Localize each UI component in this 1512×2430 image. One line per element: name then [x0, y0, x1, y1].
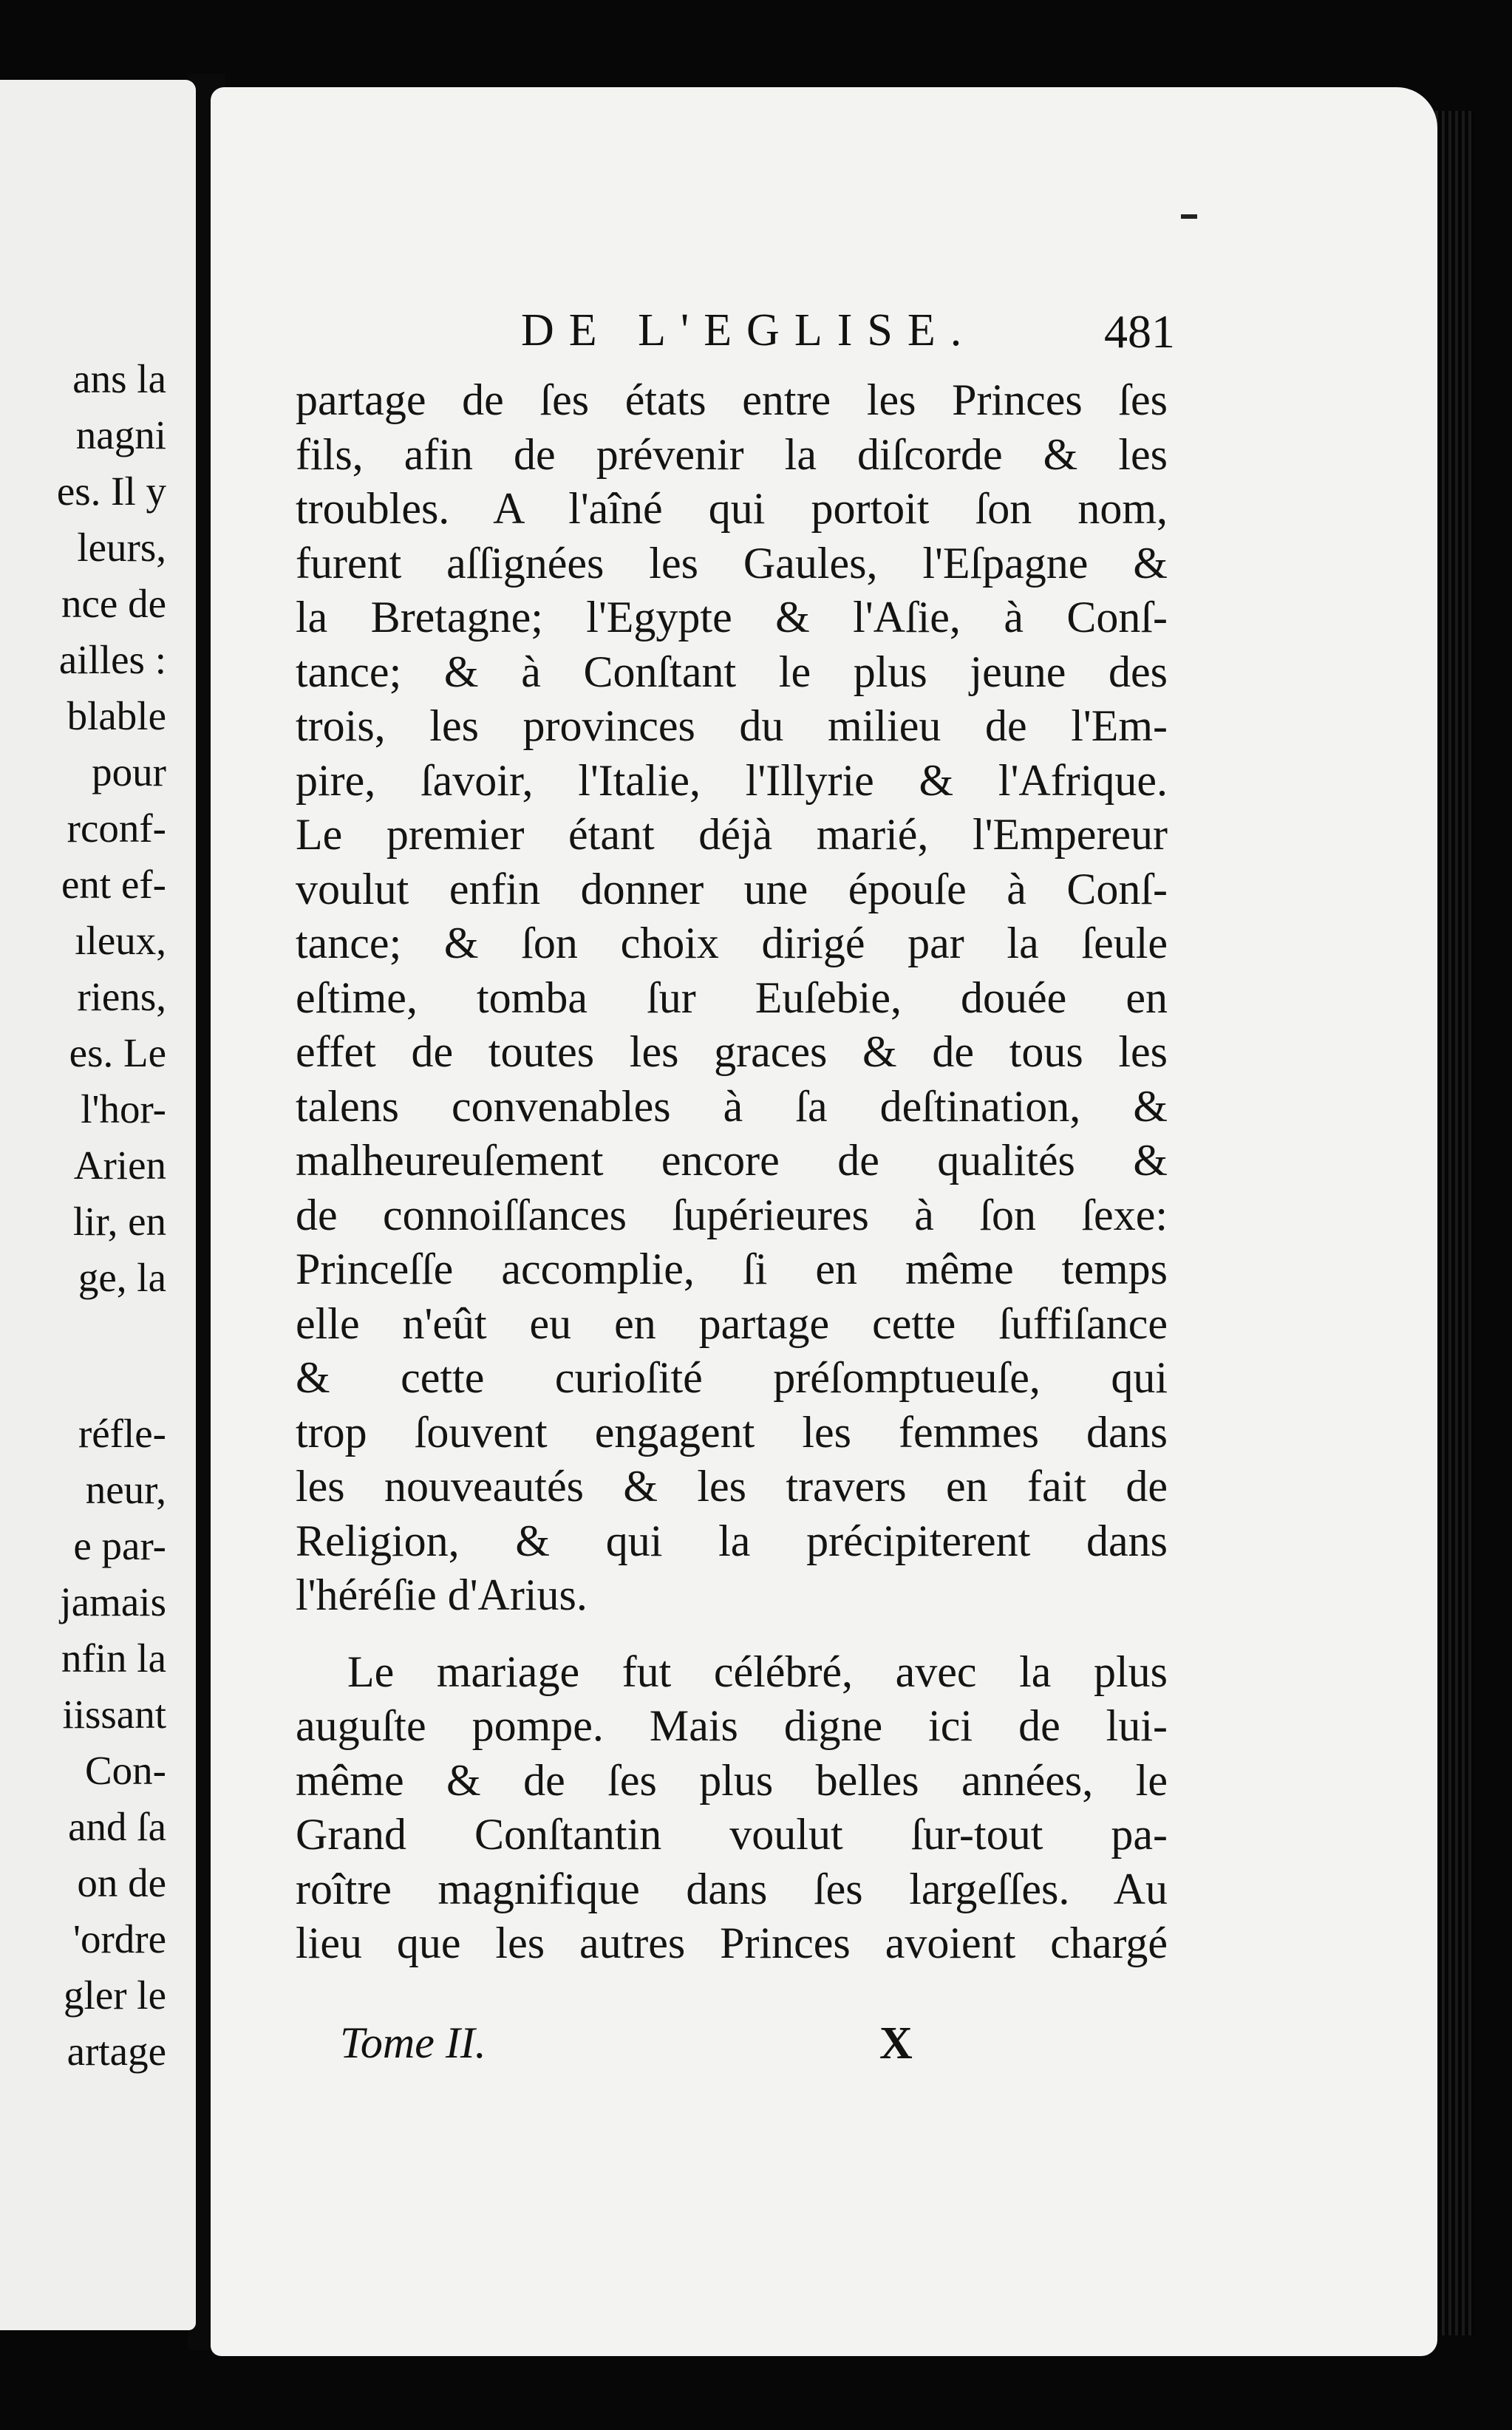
left-page-line: réfle-	[78, 1411, 166, 1456]
left-page-line: Arien	[73, 1143, 166, 1188]
paragraph	[296, 373, 1168, 1623]
left-page-line: 'ordre	[73, 1916, 166, 1961]
text-line: talens convenables à ſa deſtination, &	[296, 1081, 1168, 1131]
left-page-line: nce de	[61, 581, 166, 626]
left-page-line: ans la	[72, 356, 166, 401]
text-line: tance; & ſon choix dirigé par la ſeule	[296, 919, 1168, 967]
signature-mark: X	[879, 2018, 913, 2069]
left-page-line: es. Le	[69, 1030, 166, 1075]
text-line: fils, afin de prévenir la diſcorde & les	[296, 429, 1168, 479]
text-line: Religion, & qui la précipiterent dans	[296, 1516, 1168, 1565]
text-line: effet de toutes les graces & de tous les	[296, 1027, 1168, 1076]
text-line: la Bretagne; l'Egypte & l'Aſie, à Conſ-	[296, 593, 1168, 641]
left-page-line: l'hor-	[81, 1086, 166, 1131]
text-line: furent aſſignées les Gaules, l'Eſpagne &	[296, 538, 1168, 588]
left-page-line: gler le	[64, 1973, 166, 2018]
left-page-line: artage	[67, 2029, 166, 2074]
left-page-line: on de	[77, 1860, 166, 1905]
text-line: de connoiſſances ſupérieures à ſon ſexe:	[296, 1190, 1168, 1239]
left-page-line: and ſa	[68, 1804, 166, 1849]
left-page-line: blable	[67, 693, 166, 738]
left-page-line: ent ef-	[61, 862, 166, 907]
text-line: Le mariage fut célébré, avec la plus	[347, 1647, 1168, 1696]
text-line: Grand Conſtantin voulut ſur-tout pa-	[296, 1810, 1168, 1859]
left-page-line: neur,	[85, 1467, 166, 1512]
text-line: les nouveautés & les travers en fait de	[296, 1462, 1168, 1511]
ink-mark	[1181, 214, 1197, 219]
left-page-line: es. Il y	[56, 469, 166, 514]
text-line: auguſte pompe. Mais digne ici de lui-	[296, 1701, 1168, 1750]
text-line: eſtime, tomba ſur Euſebie, douée en	[296, 973, 1168, 1022]
left-page-line: leurs,	[77, 525, 166, 570]
left-page-line: Con-	[85, 1748, 166, 1793]
text-line: trois, les provinces du milieu de l'Em-	[296, 701, 1168, 750]
left-page-line: nfin la	[61, 1636, 166, 1681]
text-line: partage de ſes états entre les Princes ſes	[296, 375, 1168, 424]
text-line: lieu que les autres Princes avoient chargé	[296, 1919, 1168, 1967]
left-page-line: e par-	[73, 1523, 166, 1568]
page-header	[299, 304, 1175, 364]
text-line: même & de ſes plus belles années, le	[296, 1755, 1168, 1805]
left-page-line: ıleux,	[75, 918, 166, 963]
body-text	[296, 373, 1168, 1971]
text-line: tance; & à Conſtant le plus jeune des	[296, 647, 1168, 696]
text-line: & cette curioſité préſomptueuſe, qui	[296, 1353, 1168, 1402]
left-page-line: pour	[92, 749, 166, 794]
left-page-line: ailles :	[58, 637, 166, 682]
running-title: DE L'EGLISE.	[521, 305, 977, 355]
text-line: malheureuſement encore de qualités &	[296, 1136, 1168, 1185]
left-page	[0, 80, 196, 2330]
text-line: troubles. A l'aîné qui portoit ſon nom,	[296, 484, 1168, 533]
volume-label: Tome II.	[340, 2018, 486, 2067]
left-page-line: jamais	[60, 1579, 166, 1624]
left-page-line: nagni	[75, 412, 166, 457]
left-page-line: rconf-	[67, 806, 166, 851]
paragraph	[296, 1645, 1168, 1971]
left-page-line: ge, la	[78, 1255, 166, 1300]
text-line: elle n'eût eu en partage cette ſuffiſance	[296, 1299, 1168, 1348]
page-footer	[340, 2018, 1005, 2077]
left-page-line: iissant	[62, 1692, 166, 1737]
left-page-line: riens,	[77, 974, 166, 1019]
text-line: voulut enfin donner une épouſe à Conſ-	[296, 864, 1168, 913]
left-page-line: lir, en	[72, 1199, 166, 1244]
text-line: pire, ſavoir, l'Italie, l'Illyrie & l'Afrique.	[296, 755, 1168, 805]
text-line: roître magnifique dans ſes largeſſes. Au	[296, 1864, 1168, 1913]
page-number: 481	[1104, 305, 1175, 358]
text-line: Le premier étant déjà marié, l'Empereur	[296, 810, 1168, 859]
text-line: l'héréſie d'Arius.	[296, 1570, 588, 1619]
text-line: Princeſſe accomplie, ſi en même temps	[296, 1245, 1168, 1293]
text-line: trop ſouvent engagent les femmes dans	[296, 1407, 1168, 1457]
